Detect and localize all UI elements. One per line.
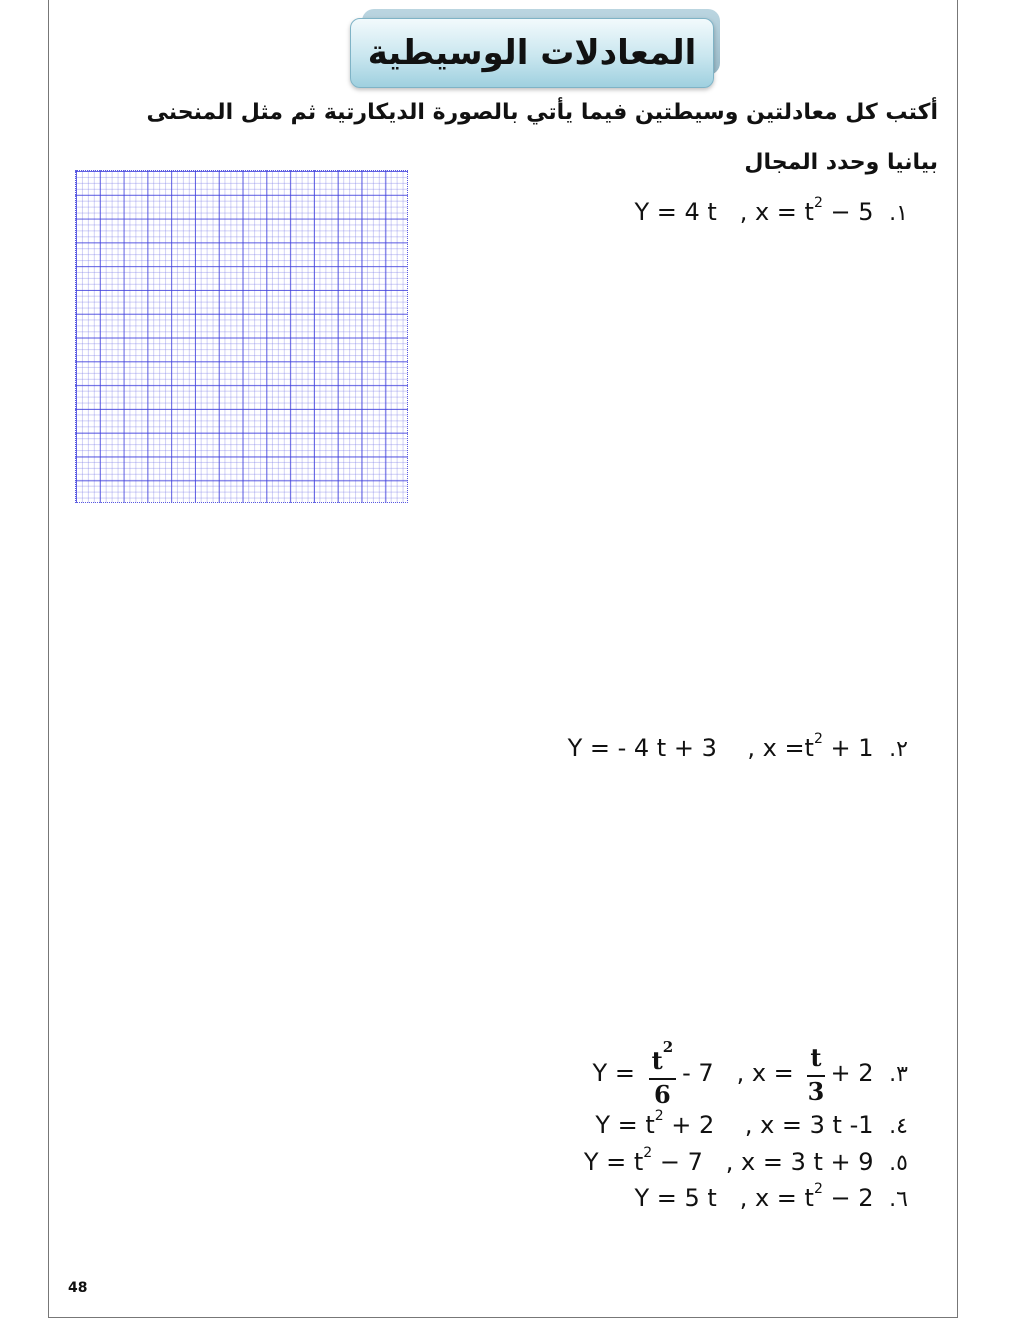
- exercise-6-y: Y = 5 t: [634, 1184, 717, 1212]
- exercise-5-y-exp: 2: [643, 1145, 653, 1161]
- exercise-4-y-exp: 2: [654, 1108, 664, 1124]
- graph-paper-grid: [75, 170, 408, 503]
- exercise-6: [634, 1181, 908, 1212]
- exercise-1-y: Y = 4 t: [634, 198, 717, 226]
- exercise-3-x-frac-num: t: [807, 1041, 824, 1077]
- exercise-3-number: .٣: [889, 1062, 908, 1087]
- exercise-3-y-fraction: [649, 1038, 677, 1110]
- exercise-1-x-rest: − 5: [822, 198, 874, 226]
- exercise-2-number: .٢: [889, 737, 908, 762]
- exercise-3: [593, 1038, 908, 1110]
- exercise-6-x-exp: 2: [813, 1181, 823, 1197]
- exercise-5: [583, 1145, 908, 1176]
- exercise-4: [595, 1108, 908, 1139]
- exercise-4-number: .٤: [889, 1114, 908, 1139]
- exercise-5-number: .٥: [889, 1151, 908, 1176]
- exercise-1-x-exp: 2: [813, 195, 823, 211]
- exercise-5-y-base: Y = t: [583, 1148, 644, 1176]
- exercise-3-x-suffix: + 2: [830, 1059, 874, 1087]
- exercise-2-x-exp: 2: [813, 731, 823, 747]
- page-number: 48: [68, 1280, 88, 1296]
- exercise-3-y-suffix: - 7: [682, 1059, 714, 1087]
- exercise-1: [634, 195, 908, 226]
- exercise-1-number: .١: [889, 201, 908, 226]
- exercise-3-y-frac-num: t: [651, 1046, 663, 1075]
- exercise-3-y-prefix: Y =: [592, 1059, 635, 1087]
- exercise-4-x: , x = 3 t -1: [744, 1111, 874, 1139]
- exercise-3-x-prefix: , x =: [736, 1059, 794, 1087]
- exercise-6-x-rest: − 2: [822, 1184, 874, 1212]
- exercise-6-number: .٦: [889, 1187, 908, 1212]
- exercise-3-x-frac-den: 3: [807, 1077, 825, 1106]
- exercise-3-y-frac-den: 6: [654, 1080, 671, 1109]
- exercise-5-y-rest: − 7: [652, 1148, 703, 1176]
- title-banner: [350, 18, 714, 88]
- exercise-4-y-rest: + 2: [663, 1111, 715, 1139]
- exercise-2-y: Y = - 4 t + 3: [567, 734, 717, 762]
- exercise-3-x-fraction: [807, 1041, 824, 1107]
- exercise-2-x-rest: + 1: [822, 734, 874, 762]
- instructions-text: أكتب كل معادلتين وسيطتين فيما يأتي بالصورة الديكارتية ثم مثل المنحنى بيانيا وحدد المجال: [146, 100, 938, 175]
- page-title: المعادلات الوسيطية: [367, 33, 697, 73]
- exercise-3-y-frac-exp: 2: [662, 1038, 674, 1056]
- exercise-1-x-base: , x = t: [739, 198, 814, 226]
- exercise-5-x: , x = 3 t + 9: [725, 1148, 874, 1176]
- exercise-4-y-base: Y = t: [595, 1111, 655, 1139]
- exercise-2: [567, 731, 908, 762]
- exercise-6-x-base: , x = t: [739, 1184, 814, 1212]
- exercise-2-x-base: , x =t: [747, 734, 814, 762]
